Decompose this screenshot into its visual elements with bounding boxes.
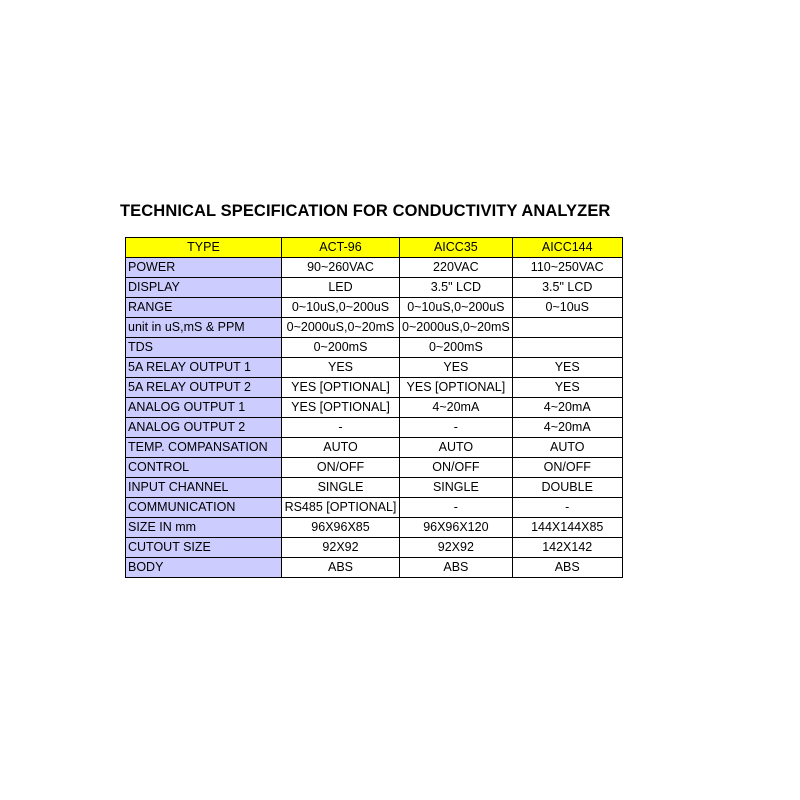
- row-value: 0~200mS: [282, 338, 400, 358]
- table-row: [126, 518, 623, 538]
- row-value: YES [OPTIONAL]: [282, 398, 400, 418]
- page-title: TECHNICAL SPECIFICATION FOR CONDUCTIVITY ANALYZER: [120, 202, 611, 220]
- table-row: [126, 418, 623, 438]
- row-value: YES [OPTIONAL]: [400, 378, 513, 398]
- header-cell-aicc35: AICC35: [400, 238, 513, 258]
- header-cell-act-96: ACT-96: [282, 238, 400, 258]
- row-value: ON/OFF: [282, 458, 400, 478]
- spec-table-body: [126, 238, 623, 578]
- table-row: [126, 558, 623, 578]
- table-row: [126, 538, 623, 558]
- row-value: 3.5" LCD: [400, 278, 513, 298]
- row-value: ON/OFF: [512, 458, 622, 478]
- row-value: 0~10uS,0~200uS: [282, 298, 400, 318]
- row-value: YES: [512, 378, 622, 398]
- row-value: -: [400, 418, 513, 438]
- row-value: 0~10uS: [512, 298, 622, 318]
- row-value: [512, 338, 622, 358]
- row-value: AUTO: [282, 438, 400, 458]
- row-value: 0~200mS: [400, 338, 513, 358]
- row-value: 4~20mA: [400, 398, 513, 418]
- row-value: AUTO: [512, 438, 622, 458]
- row-value: 96X96X120: [400, 518, 513, 538]
- table-row: [126, 478, 623, 498]
- row-label: unit in uS,mS & PPM: [126, 318, 282, 338]
- row-value: YES [OPTIONAL]: [282, 378, 400, 398]
- row-value: 0~2000uS,0~20mS: [400, 318, 513, 338]
- row-value: AUTO: [400, 438, 513, 458]
- row-value: 90~260VAC: [282, 258, 400, 278]
- row-value: 110~250VAC: [512, 258, 622, 278]
- row-value: 92X92: [400, 538, 513, 558]
- row-value: ABS: [282, 558, 400, 578]
- header-cell-aicc144: AICC144: [512, 238, 622, 258]
- row-value: YES: [400, 358, 513, 378]
- row-label: 5A RELAY OUTPUT 1: [126, 358, 282, 378]
- row-value: 92X92: [282, 538, 400, 558]
- spec-table: [125, 237, 623, 578]
- row-value: 142X142: [512, 538, 622, 558]
- row-label: ANALOG OUTPUT 2: [126, 418, 282, 438]
- row-value: YES: [282, 358, 400, 378]
- row-value: ABS: [400, 558, 513, 578]
- row-label: CUTOUT SIZE: [126, 538, 282, 558]
- row-value: 3.5" LCD: [512, 278, 622, 298]
- table-row: [126, 258, 623, 278]
- row-value: 0~10uS,0~200uS: [400, 298, 513, 318]
- table-row: [126, 338, 623, 358]
- row-value: LED: [282, 278, 400, 298]
- row-value: SINGLE: [282, 478, 400, 498]
- table-row: [126, 298, 623, 318]
- table-row: [126, 378, 623, 398]
- row-value: -: [400, 498, 513, 518]
- row-value: -: [512, 498, 622, 518]
- row-label: POWER: [126, 258, 282, 278]
- row-value: 144X144X85: [512, 518, 622, 538]
- row-label: TDS: [126, 338, 282, 358]
- row-label: DISPLAY: [126, 278, 282, 298]
- row-value: -: [282, 418, 400, 438]
- row-label: CONTROL: [126, 458, 282, 478]
- row-label: COMMUNICATION: [126, 498, 282, 518]
- row-label: SIZE IN mm: [126, 518, 282, 538]
- row-value: ABS: [512, 558, 622, 578]
- row-label: RANGE: [126, 298, 282, 318]
- row-value: YES: [512, 358, 622, 378]
- header-row: [126, 238, 623, 258]
- row-value: 0~2000uS,0~20mS: [282, 318, 400, 338]
- table-row: [126, 438, 623, 458]
- table-row: [126, 498, 623, 518]
- row-label: TEMP. COMPANSATION: [126, 438, 282, 458]
- row-label: INPUT CHANNEL: [126, 478, 282, 498]
- table-row: [126, 458, 623, 478]
- row-value: ON/OFF: [400, 458, 513, 478]
- table-row: [126, 358, 623, 378]
- row-value: SINGLE: [400, 478, 513, 498]
- row-value: 220VAC: [400, 258, 513, 278]
- table-row: [126, 318, 623, 338]
- table-row: [126, 278, 623, 298]
- row-value: 4~20mA: [512, 398, 622, 418]
- row-value: RS485 [OPTIONAL]: [282, 498, 400, 518]
- row-value: [512, 318, 622, 338]
- row-label: ANALOG OUTPUT 1: [126, 398, 282, 418]
- table-row: [126, 398, 623, 418]
- row-label: 5A RELAY OUTPUT 2: [126, 378, 282, 398]
- row-value: 96X96X85: [282, 518, 400, 538]
- header-cell-type: TYPE: [126, 238, 282, 258]
- row-value: DOUBLE: [512, 478, 622, 498]
- row-value: 4~20mA: [512, 418, 622, 438]
- row-label: BODY: [126, 558, 282, 578]
